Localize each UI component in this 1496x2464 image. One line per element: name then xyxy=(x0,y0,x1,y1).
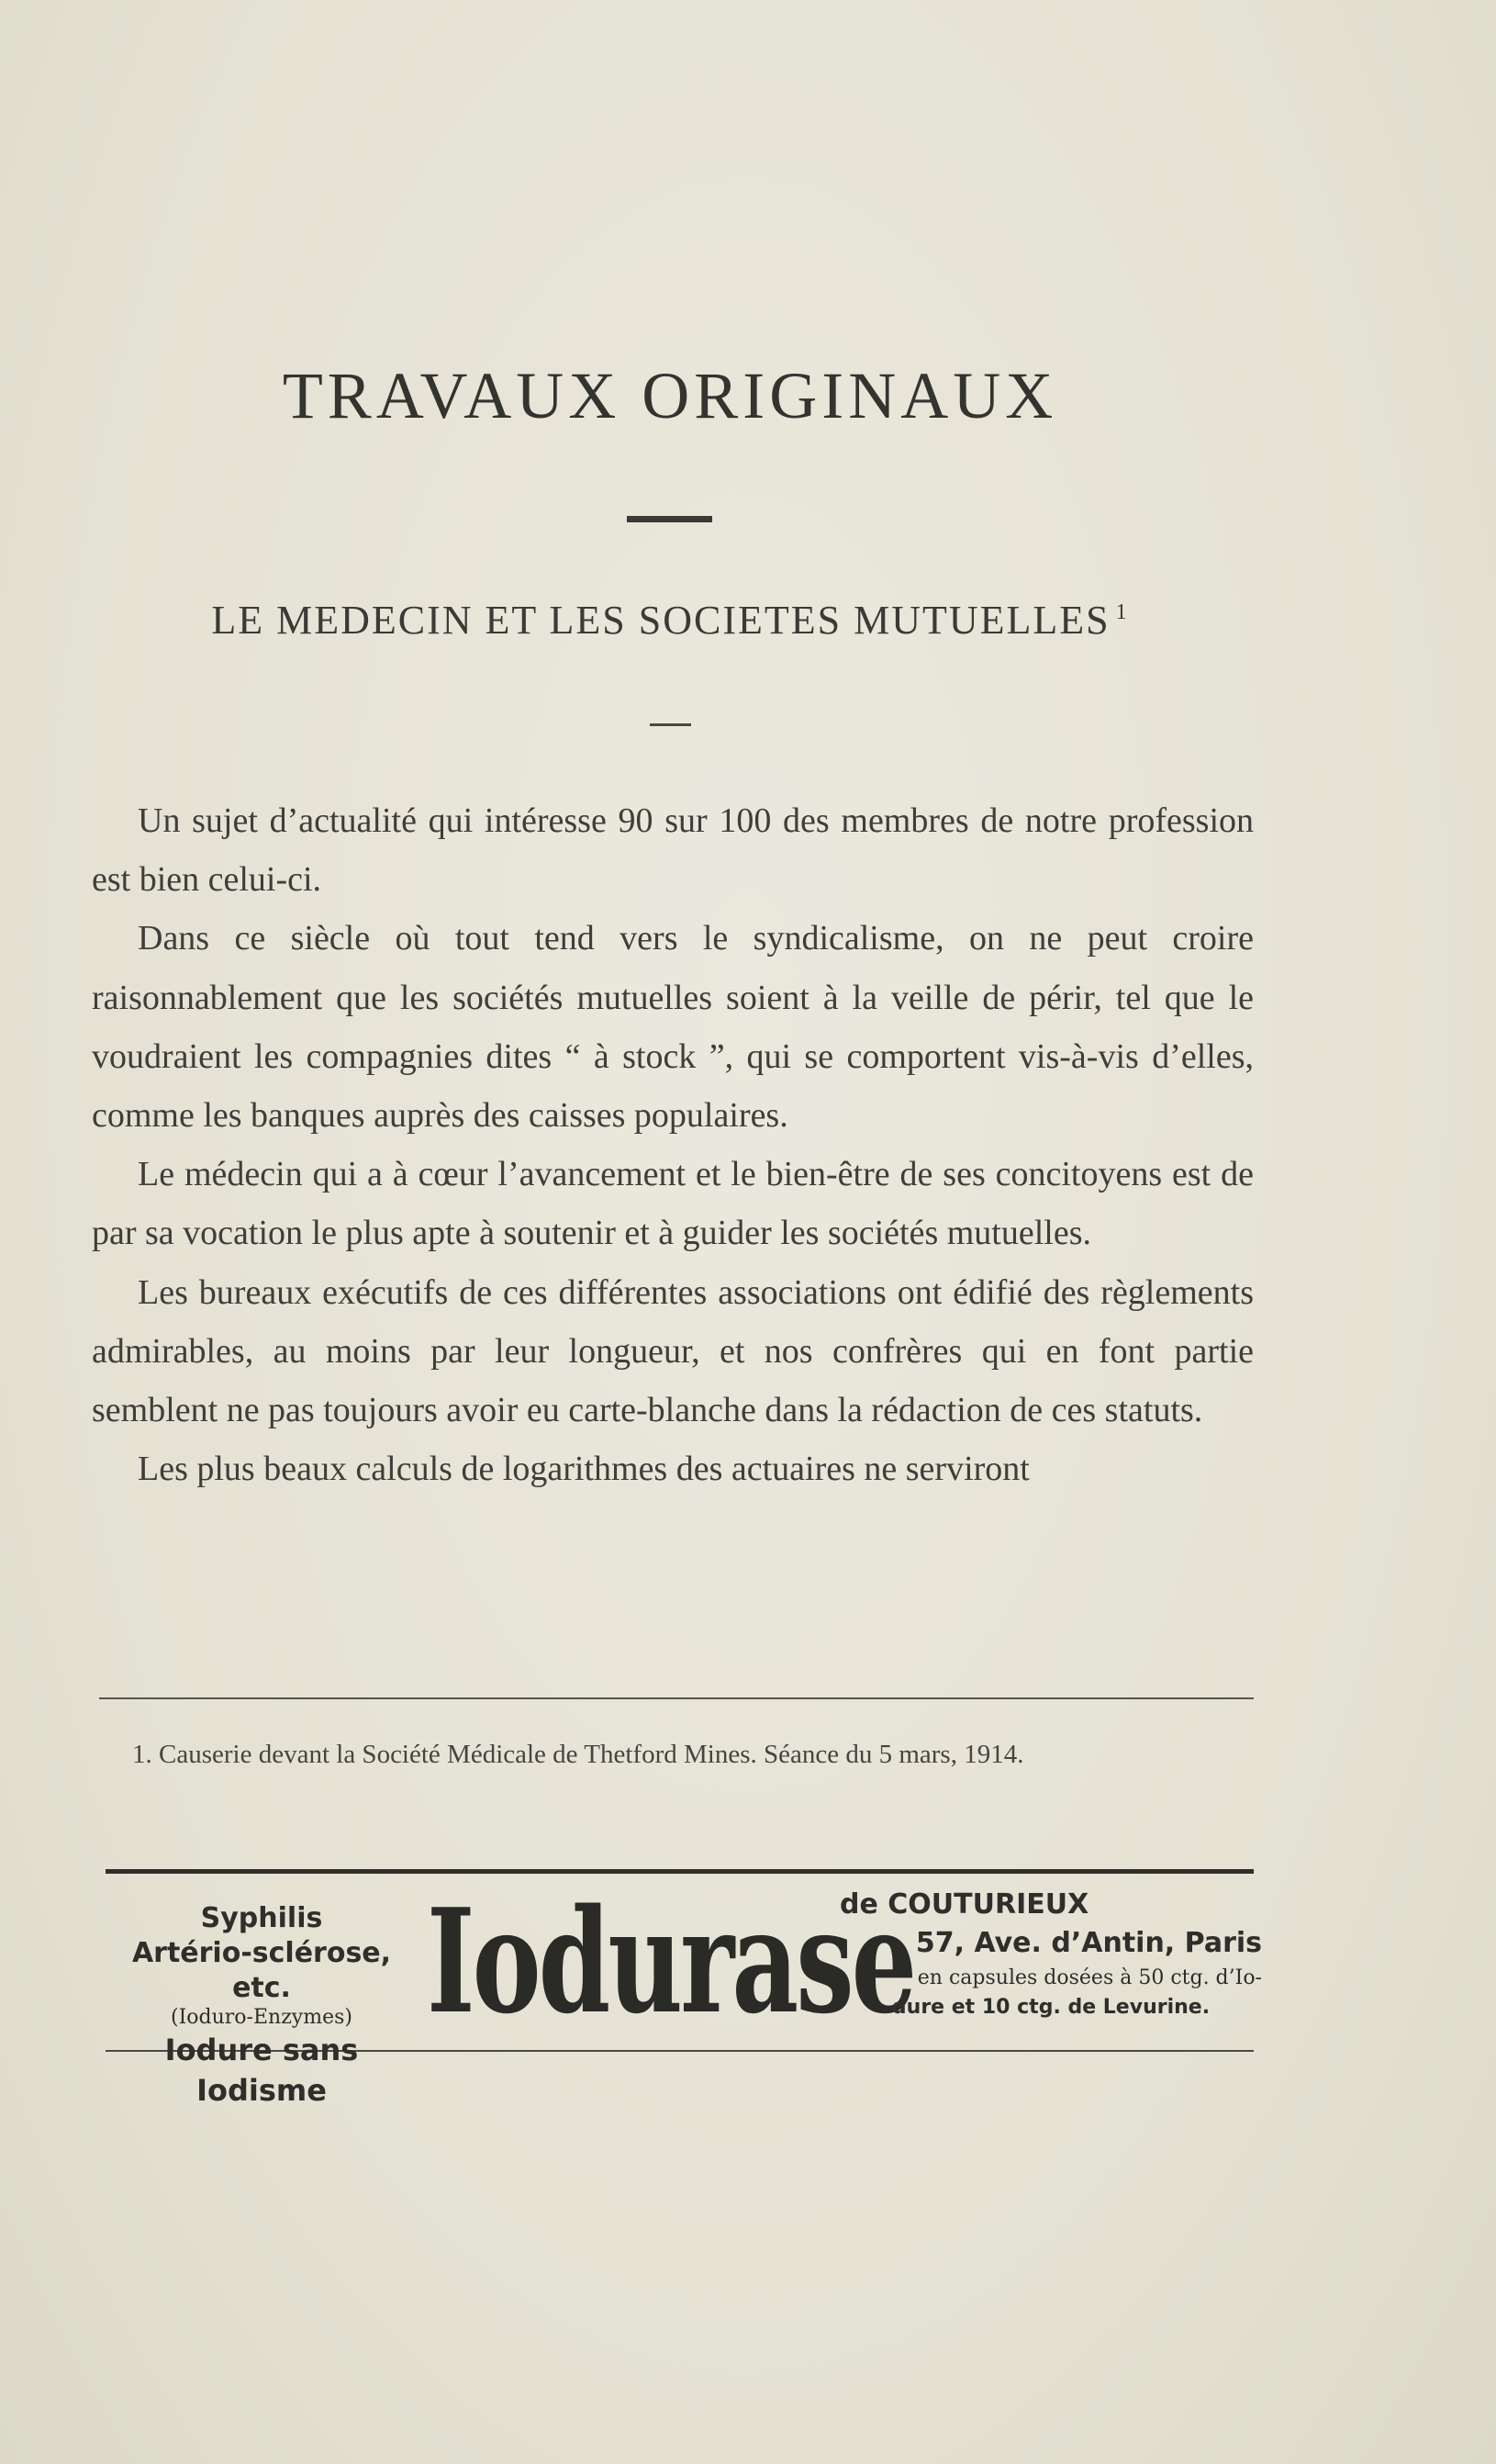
paragraph: Les plus beaux calculs de logarithmes des actuaires ne serviront xyxy=(138,1450,1030,1489)
paragraph: Dans ce siècle où tout tend vers le syndicalisme, on ne peut croire raisonnablement que les sociétés mutuelles soient à la veille de périr, tel que le voudraient les compagnies dites “ à stock ”, qui se comportent vis-à-vis d’elles, comme les banques auprès des caisses populaires. xyxy=(92,919,1254,1136)
ad-maker: de COUTURIEUX xyxy=(840,1888,1089,1921)
ad-brand-name: Iodurase xyxy=(427,1877,915,2045)
paragraph: Les bureaux exécutifs de ces différentes associations ont édifié des règlements admirables, au moins par leur longueur, et nos confrères qui en font partie semblent ne pas toujours avoir eu carte-blanche dans la rédaction de ces statuts. xyxy=(92,1272,1254,1430)
title-divider xyxy=(627,516,712,522)
article-body xyxy=(92,791,1254,1498)
footnote: 1. Causerie devant la Société Médicale de Thetford Mines. Séance du 5 mars, 1914. xyxy=(132,1740,1024,1769)
article-subtitle-text: LE MEDECIN ET LES SOCIETES MUTUELLES xyxy=(211,598,1111,643)
footnote-marker: 1 xyxy=(1115,600,1129,624)
ad-address: 57, Ave. d’Antin, Paris xyxy=(915,1927,1262,1959)
ad-left-column xyxy=(106,1901,418,2111)
ad-right-column xyxy=(840,1887,1262,2022)
footnote-divider xyxy=(99,1697,1254,1699)
ad-indication: Syphilis xyxy=(200,1902,323,1934)
advertisement xyxy=(106,1869,1262,2108)
paragraph: Le médecin qui a à cœur l’avancement et le bien-être de ses concitoyens est de par sa vocation le plus apte à soutenir et à guider les sociétés mutuelles. xyxy=(92,1155,1254,1253)
subtitle-divider xyxy=(650,723,691,726)
ad-dosage: en capsules dosées à 50 ctg. d’Io- xyxy=(917,1966,1262,1989)
page-title: TRAVAUX ORIGINAUX xyxy=(282,359,1058,432)
ad-dosage: dure et 10 ctg. de Levurine. xyxy=(891,1996,1211,2019)
paragraph: Un sujet d’actualité qui intéresse 90 sur 100 des membres de notre profession est bien celui-ci. xyxy=(92,801,1254,900)
ad-composition: (Ioduro-Enzymes) xyxy=(171,2006,352,2029)
article-subtitle xyxy=(0,597,1340,644)
ad-slogan: Iodure sans Iodisme xyxy=(164,2033,359,2108)
ad-indication: Artério-sclérose, etc. xyxy=(131,1937,392,2004)
